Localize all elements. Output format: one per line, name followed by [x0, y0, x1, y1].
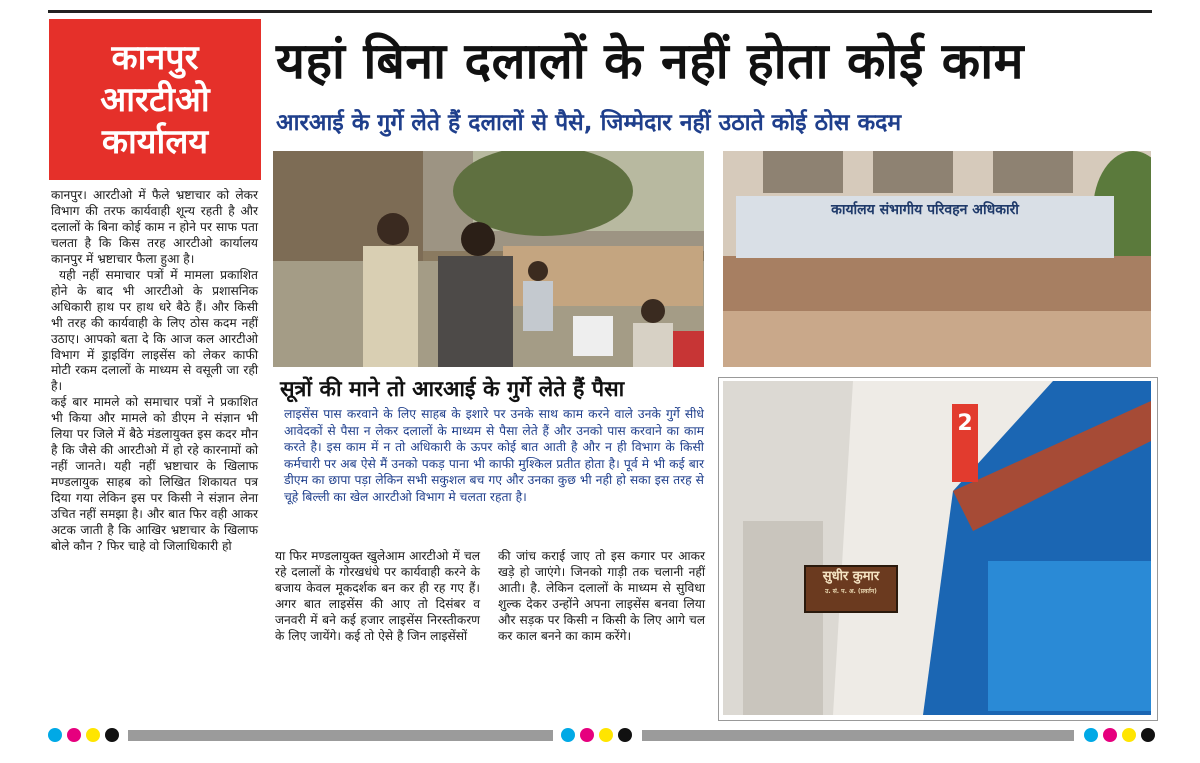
left-paragraph-1: कानपुर। आरटीओ में फैले भ्रष्टाचार को लेकर विभाग की तरफ कार्यवाही शून्य रहती है और दलालों के बिना कोई काम न होने पर साफ पता चलता है कि किस तरह आरटीओ कार्यालय कानपुर में भ्रष्टाचार फैला हुआ है।	[51, 188, 258, 266]
grey-bar-left	[128, 730, 553, 741]
photo-rto-building	[723, 151, 1151, 367]
grey-bar-right	[642, 730, 1074, 741]
office-signboard: कार्यालय संभागीय परिवहन अधिकारी	[736, 196, 1114, 258]
subheadline: आरआई के गुर्गे लेते हैं दलालों से पैसे, जिम्मेदार नहीं उठाते कोई ठोस कदम	[276, 110, 902, 136]
headline: यहां बिना दलालों के नहीं होता कोई काम	[276, 32, 1025, 90]
yellow-dot	[86, 728, 100, 742]
section-tag	[49, 19, 261, 180]
rto-building-illustration	[723, 151, 1151, 367]
rto-yard-illustration	[273, 151, 704, 367]
yellow-dot	[1122, 728, 1136, 742]
photo-rto-yard	[273, 151, 704, 367]
black-dot	[1141, 728, 1155, 742]
left-paragraph-2: यही नहीं समाचार पत्रों में मामला प्रकाशित होने के बाद भी आरटीओ के प्रशासनिक अधिकारी हाथ पर हाथ धरे बैठे हैं। और किसी भी तरह की कार्यवाही के लिए ठोस कदम नहीं उठाए। आपको बता दे कि आज कल आरटीओ विभाग में ड्राइविंग लाइसेंस को लेकर काफी मोटी रकम दलालों के माध्यम से वसूली जा रही है।	[51, 267, 258, 394]
section-text: लाइसेंस पास करवाने के लिए साहब के इशारे पर उनके साथ काम करने वाले उनके गुर्गे सीधे आवेदकों से पैसा न लेकर दलालों के माध्यम से पैसा लेते हैं और उनको पास करवाने का काम करते है। इस काम में न तो अधिकारी के ऊपर कोई बात आती है और न ही विभाग के किसी कर्मचारी पर अब ऐसे मैं उनको पकड़ पाना भी काफी मुश्किल प्रतीत होता है। पूर्व मे भी कई बार डीएम का छापा पड़ा लेकिन सभी सकुशल बच गए और उनका कुछ भी नही हो सका इस तरह से चूहे बिल्ली का खेल आरटीओ विभाग मे चलता रहता है।	[284, 407, 704, 504]
black-dot	[618, 728, 632, 742]
nameplate	[804, 565, 898, 613]
yellow-dot	[599, 728, 613, 742]
top-rule	[48, 10, 1152, 13]
nameplate-name: सुधीर कुमार	[822, 569, 880, 584]
magenta-dot	[1103, 728, 1117, 742]
left-column	[51, 188, 258, 555]
cyan-dot	[1084, 728, 1098, 742]
photo-office-door	[723, 381, 1151, 715]
magenta-dot	[67, 728, 81, 742]
black-dot	[105, 728, 119, 742]
section-heading: सूत्रों की माने तो आरआई के गुर्गे लेते हैं पैसा	[280, 377, 625, 402]
bottom-column-1: या फिर मण्डलायुक्त खुलेआम आरटीओ में चल रहे दलालों के गोरखधंधे पर कार्यवाही करने के बजाय केवल मूकदर्शक बन कर ही रह गए हैं। अगर बात लाइसेंस की आए तो दिसंबर व जनवरी में बने कई हजार लाइसेंस निरस्तीकरण के लिए जायेंगे। कई तो ऐसे है जिन लाइसेंसों	[275, 549, 480, 643]
tag-line-2: आरटीओ	[100, 79, 210, 120]
magenta-dot	[580, 728, 594, 742]
nameplate-designation: उ. सं. प. अ. (प्रवर्तन)	[825, 588, 877, 595]
office-door-illustration	[723, 381, 1151, 715]
door-number-badge: 2	[952, 404, 978, 482]
cyan-dot	[561, 728, 575, 742]
tag-line-3: कार्यालय	[101, 121, 209, 162]
left-paragraph-3: कई बार मामले को समाचार पत्रों ने प्रकाशित भी किया और मामले को डीएम ने संज्ञान भी लिया पर जिले में बैठे मंडलायुक्त इस कदर मौन है कि जैसे की आरटीओ में हो रहे कारनामों को नहीं जानते। यही नहीं भ्रष्टाचार के खिलाफ मण्डलायुक साहब को लिखित शिकायत पत्र दिया गया लेकिन इस पर किसी ने संज्ञान लेना उचित नहीं समझा है। और बात फिर वही आकर अटक जाती है कि आखिर भ्रष्टाचार के खिलाफ बोले कौन ? फिर चाहे वो जिलाधिकारी हो	[51, 395, 258, 553]
cyan-dot	[48, 728, 62, 742]
bottom-column-2: की जांच कराई जाए तो इस कगार पर आकर खड़े हो जाएंगे। जिनको गाड़ी तक चलानी नहीं आती। है. लेकिन दलालों के माध्यम से सुविधा शुल्क देकर उन्होंने अपना लाइसेंस बनवा लिया और सड़क पर किसी न किसी के लिए आगे चल कर काल बनने का काम करेंगे।	[498, 549, 705, 643]
tag-line-1: कानपुर	[111, 37, 199, 78]
footer-color-bar	[48, 728, 1152, 742]
